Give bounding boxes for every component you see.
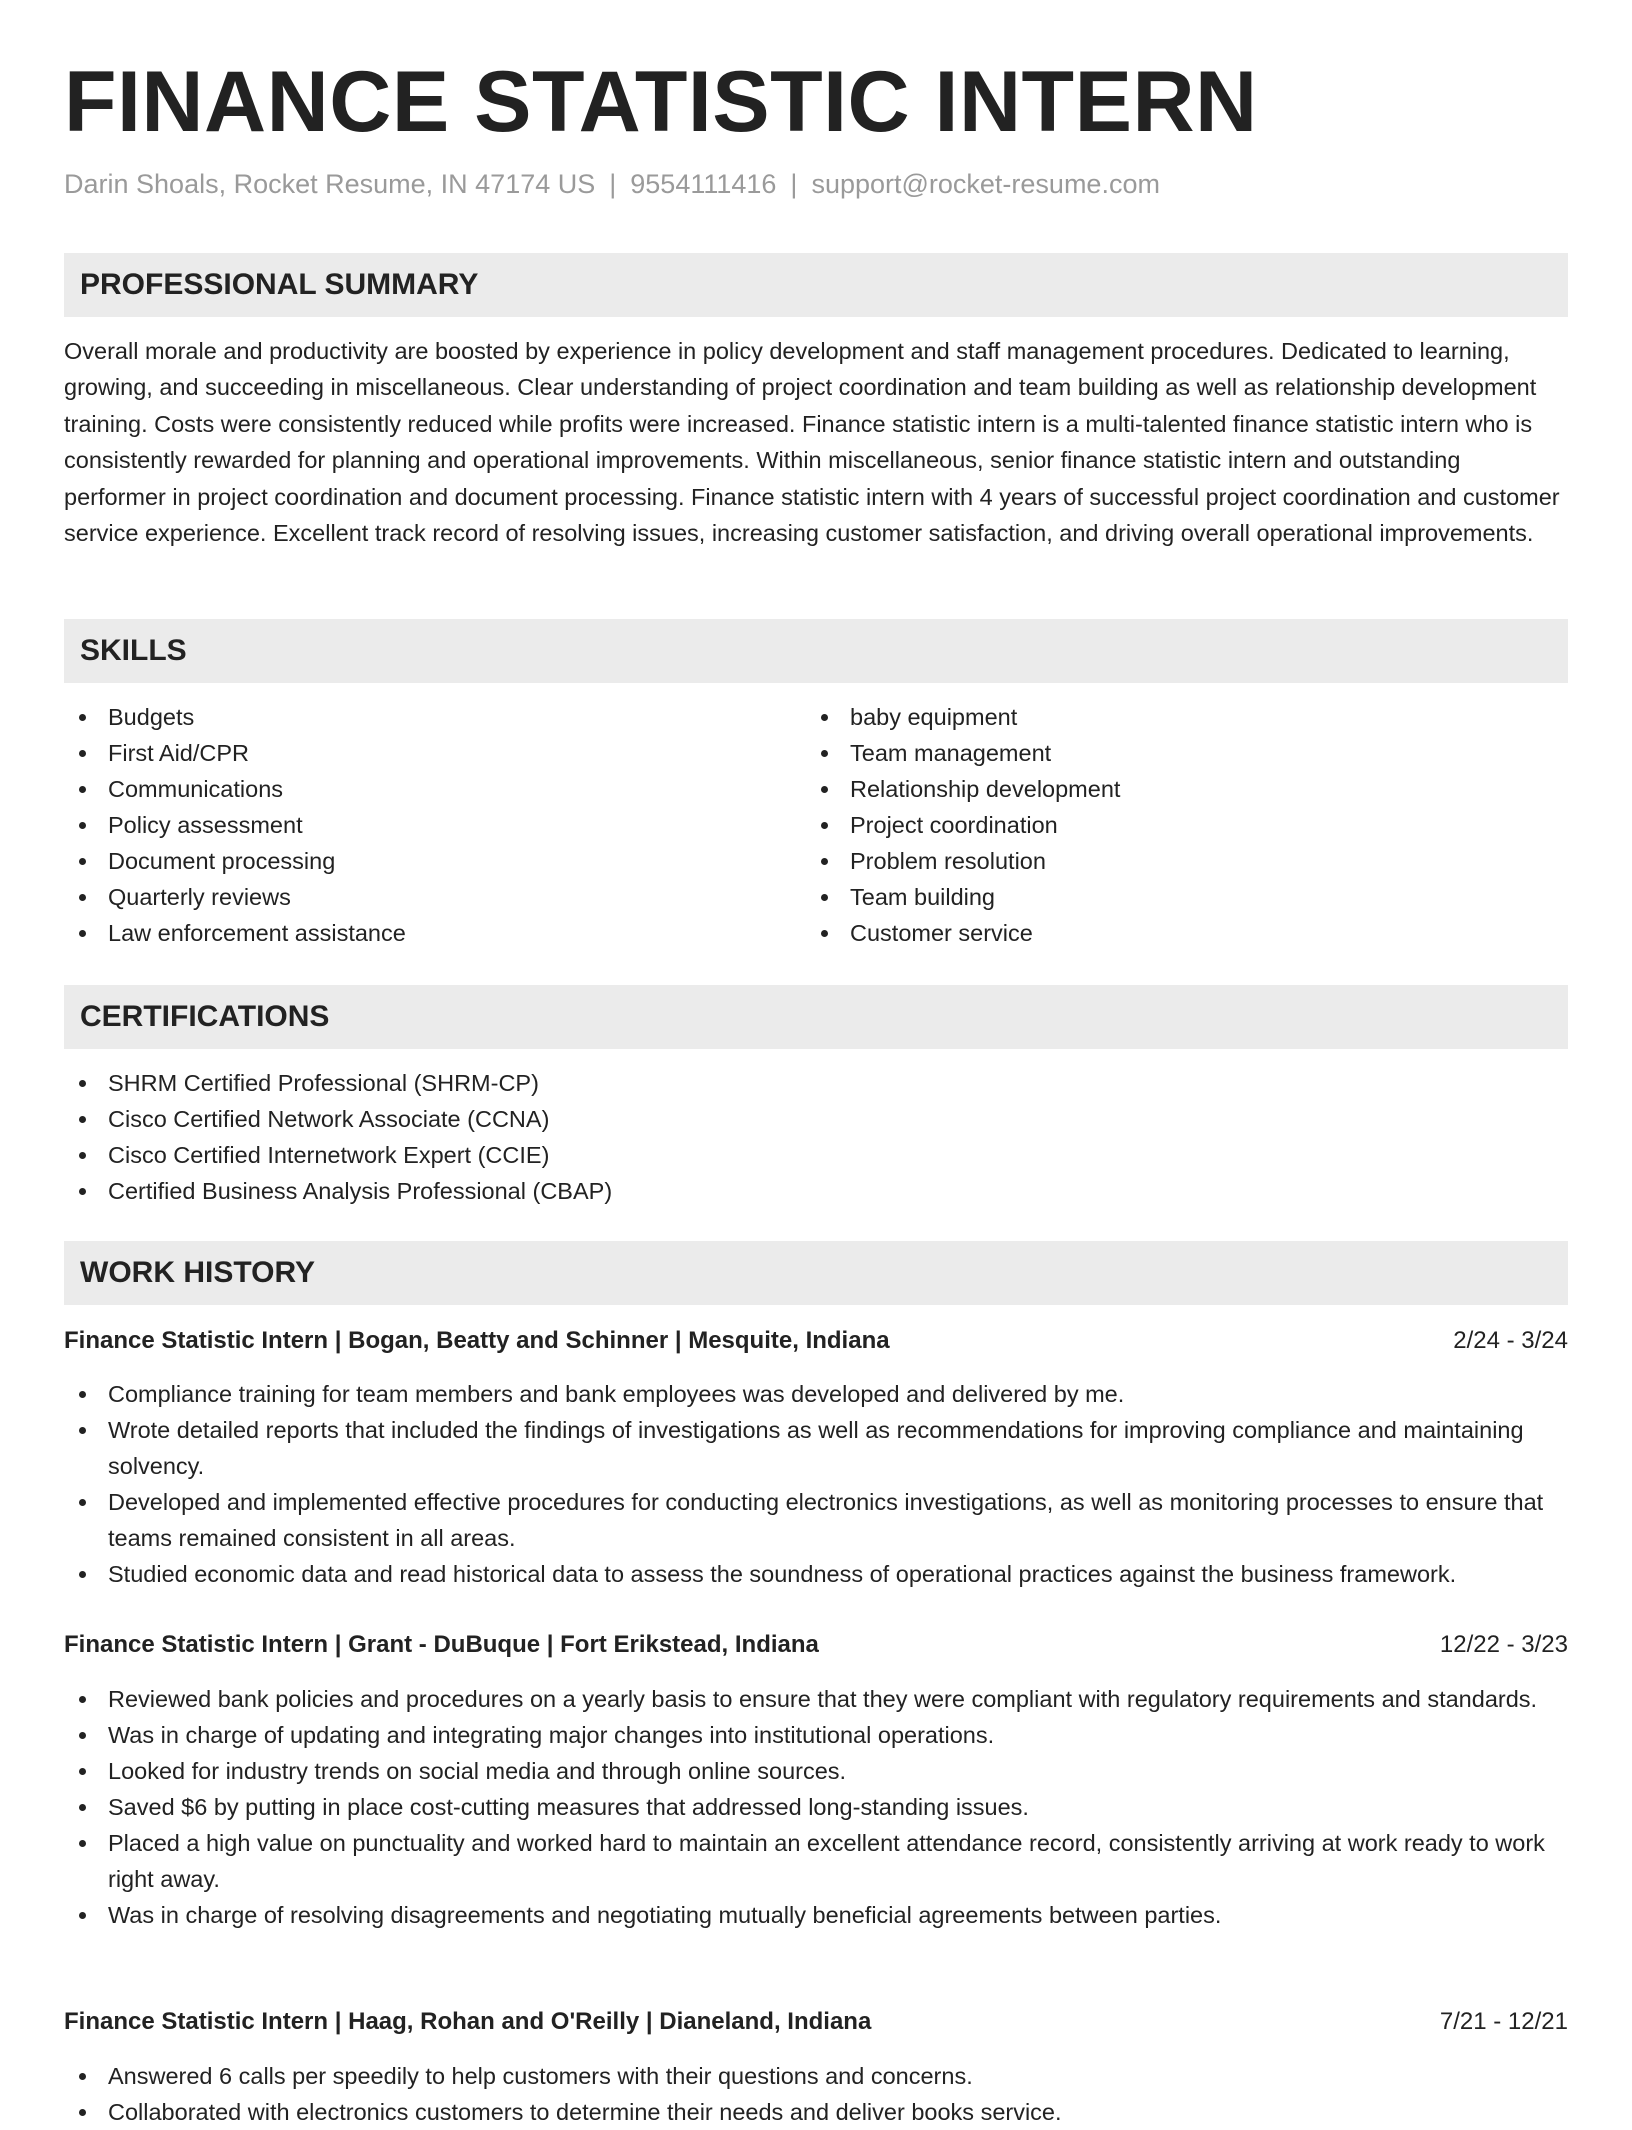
- skill-item: Problem resolution: [806, 843, 1568, 879]
- job-bullet: Reviewed bank policies and procedures on a yearly basis to ensure that they were compliant with regulatory requirements and standards.: [64, 1681, 1568, 1717]
- job-dates: 12/22 - 3/23: [1439, 1631, 1568, 1658]
- certification-item: Cisco Certified Network Associate (CCNA): [64, 1101, 1568, 1137]
- section-heading-certifications: CERTIFICATIONS: [64, 985, 1568, 1049]
- contact-separator: |: [609, 169, 617, 199]
- job-bullet: Answered 6 calls per speedily to help customers with their questions and concerns.: [64, 2058, 1568, 2094]
- certifications-list: [64, 1065, 1568, 1209]
- contact-phone: 9554111416: [630, 169, 777, 199]
- certification-item: Cisco Certified Internetwork Expert (CCIE): [64, 1137, 1568, 1173]
- job-bullet: Placed a high value on punctuality and worked hard to maintain an excellent attendance record, consistently arriving at work ready to work right away.: [64, 1825, 1568, 1897]
- job-bullets: [64, 1681, 1568, 1933]
- certification-item: Certified Business Analysis Professional (CBAP): [64, 1173, 1568, 1209]
- skill-item: Document processing: [64, 843, 804, 879]
- skill-item: Team management: [806, 735, 1568, 771]
- job-dates: 7/21 - 12/21: [1439, 2008, 1568, 2035]
- skill-item: Communications: [64, 771, 804, 807]
- job-bullet: Was in charge of updating and integrating major changes into institutional operations.: [64, 1717, 1568, 1753]
- job-bullet: Studied economic data and read historical data to assess the soundness of operational practices against the business framework.: [64, 1556, 1568, 1592]
- skills-list-right: [806, 699, 1568, 951]
- skills-list-left: [64, 699, 804, 951]
- job-bullet: Looked for industry trends on social media and through online sources.: [64, 1753, 1568, 1789]
- job-bullet: Wrote detailed reports that included the findings of investigations as well as recommendations for improving compliance and maintaining solvency.: [64, 1412, 1568, 1484]
- skill-item: Budgets: [64, 699, 804, 735]
- skill-item: Law enforcement assistance: [64, 915, 804, 951]
- contact-line: [64, 166, 1160, 202]
- job-bullet: Developed and implemented effective procedures for conducting electronics investigations, as well as monitoring processes to ensure that teams remained consistent in all areas.: [64, 1484, 1568, 1556]
- job-title-line: [64, 2004, 1568, 2040]
- skill-item: Customer service: [806, 915, 1568, 951]
- section-heading-work-history: WORK HISTORY: [64, 1241, 1568, 1305]
- skill-item: First Aid/CPR: [64, 735, 804, 771]
- job-bullets: [64, 2058, 1568, 2130]
- contact-separator: |: [790, 169, 798, 199]
- job-bullet: Collaborated with electronics customers to determine their needs and deliver books service.: [64, 2094, 1568, 2130]
- job-title-line: [64, 1627, 1568, 1663]
- skill-item: Team building: [806, 879, 1568, 915]
- section-heading-skills: SKILLS: [64, 619, 1568, 683]
- job-title: Finance Statistic Intern | Haag, Rohan and O'Reilly | Dianeland, Indiana: [64, 2008, 872, 2035]
- candidate-name: FINANCE STATISTIC INTERN: [64, 54, 1258, 150]
- skill-item: Policy assessment: [64, 807, 804, 843]
- skill-item: Quarterly reviews: [64, 879, 804, 915]
- job-title: Finance Statistic Intern | Grant - DuBuque | Fort Erikstead, Indiana: [64, 1631, 819, 1658]
- job-title: Finance Statistic Intern | Bogan, Beatty and Schinner | Mesquite, Indiana: [64, 1327, 890, 1354]
- job-bullet: Was in charge of resolving disagreements and negotiating mutually beneficial agreements between parties.: [64, 1897, 1568, 1933]
- section-heading-summary: PROFESSIONAL SUMMARY: [64, 253, 1568, 317]
- certification-item: SHRM Certified Professional (SHRM-CP): [64, 1065, 1568, 1101]
- skill-item: Project coordination: [806, 807, 1568, 843]
- skill-item: baby equipment: [806, 699, 1568, 735]
- summary-text: Overall morale and productivity are boosted by experience in policy development and staff management procedures. Dedicated to learning, growing, and succeeding in miscellaneous. Clear understanding of project coordination and team building as well as relationship development training. Costs were consistently reduced while profits were increased. Finance statistic intern is a multi-talented finance statistic intern who is consistently rewarded for planning and operational improvements. Within miscellaneous, senior finance statistic intern and outstanding performer in project coordination and document processing. Finance statistic intern with 4 years of successful project coordination and customer service experience. Excellent track record of resolving issues, increasing customer satisfaction, and driving overall operational improvements.: [64, 338, 1560, 547]
- contact-address: Darin Shoals, Rocket Resume, IN 47174 US: [64, 169, 596, 199]
- job-title-line: [64, 1323, 1568, 1359]
- skill-item: Relationship development: [806, 771, 1568, 807]
- job-dates: 2/24 - 3/24: [1453, 1327, 1568, 1354]
- contact-email: support@rocket-resume.com: [811, 169, 1160, 199]
- job-bullet: Compliance training for team members and bank employees was developed and delivered by me.: [64, 1376, 1568, 1412]
- job-bullets: [64, 1376, 1568, 1592]
- job-bullet: Saved $6 by putting in place cost-cutting measures that addressed long-standing issues.: [64, 1789, 1568, 1825]
